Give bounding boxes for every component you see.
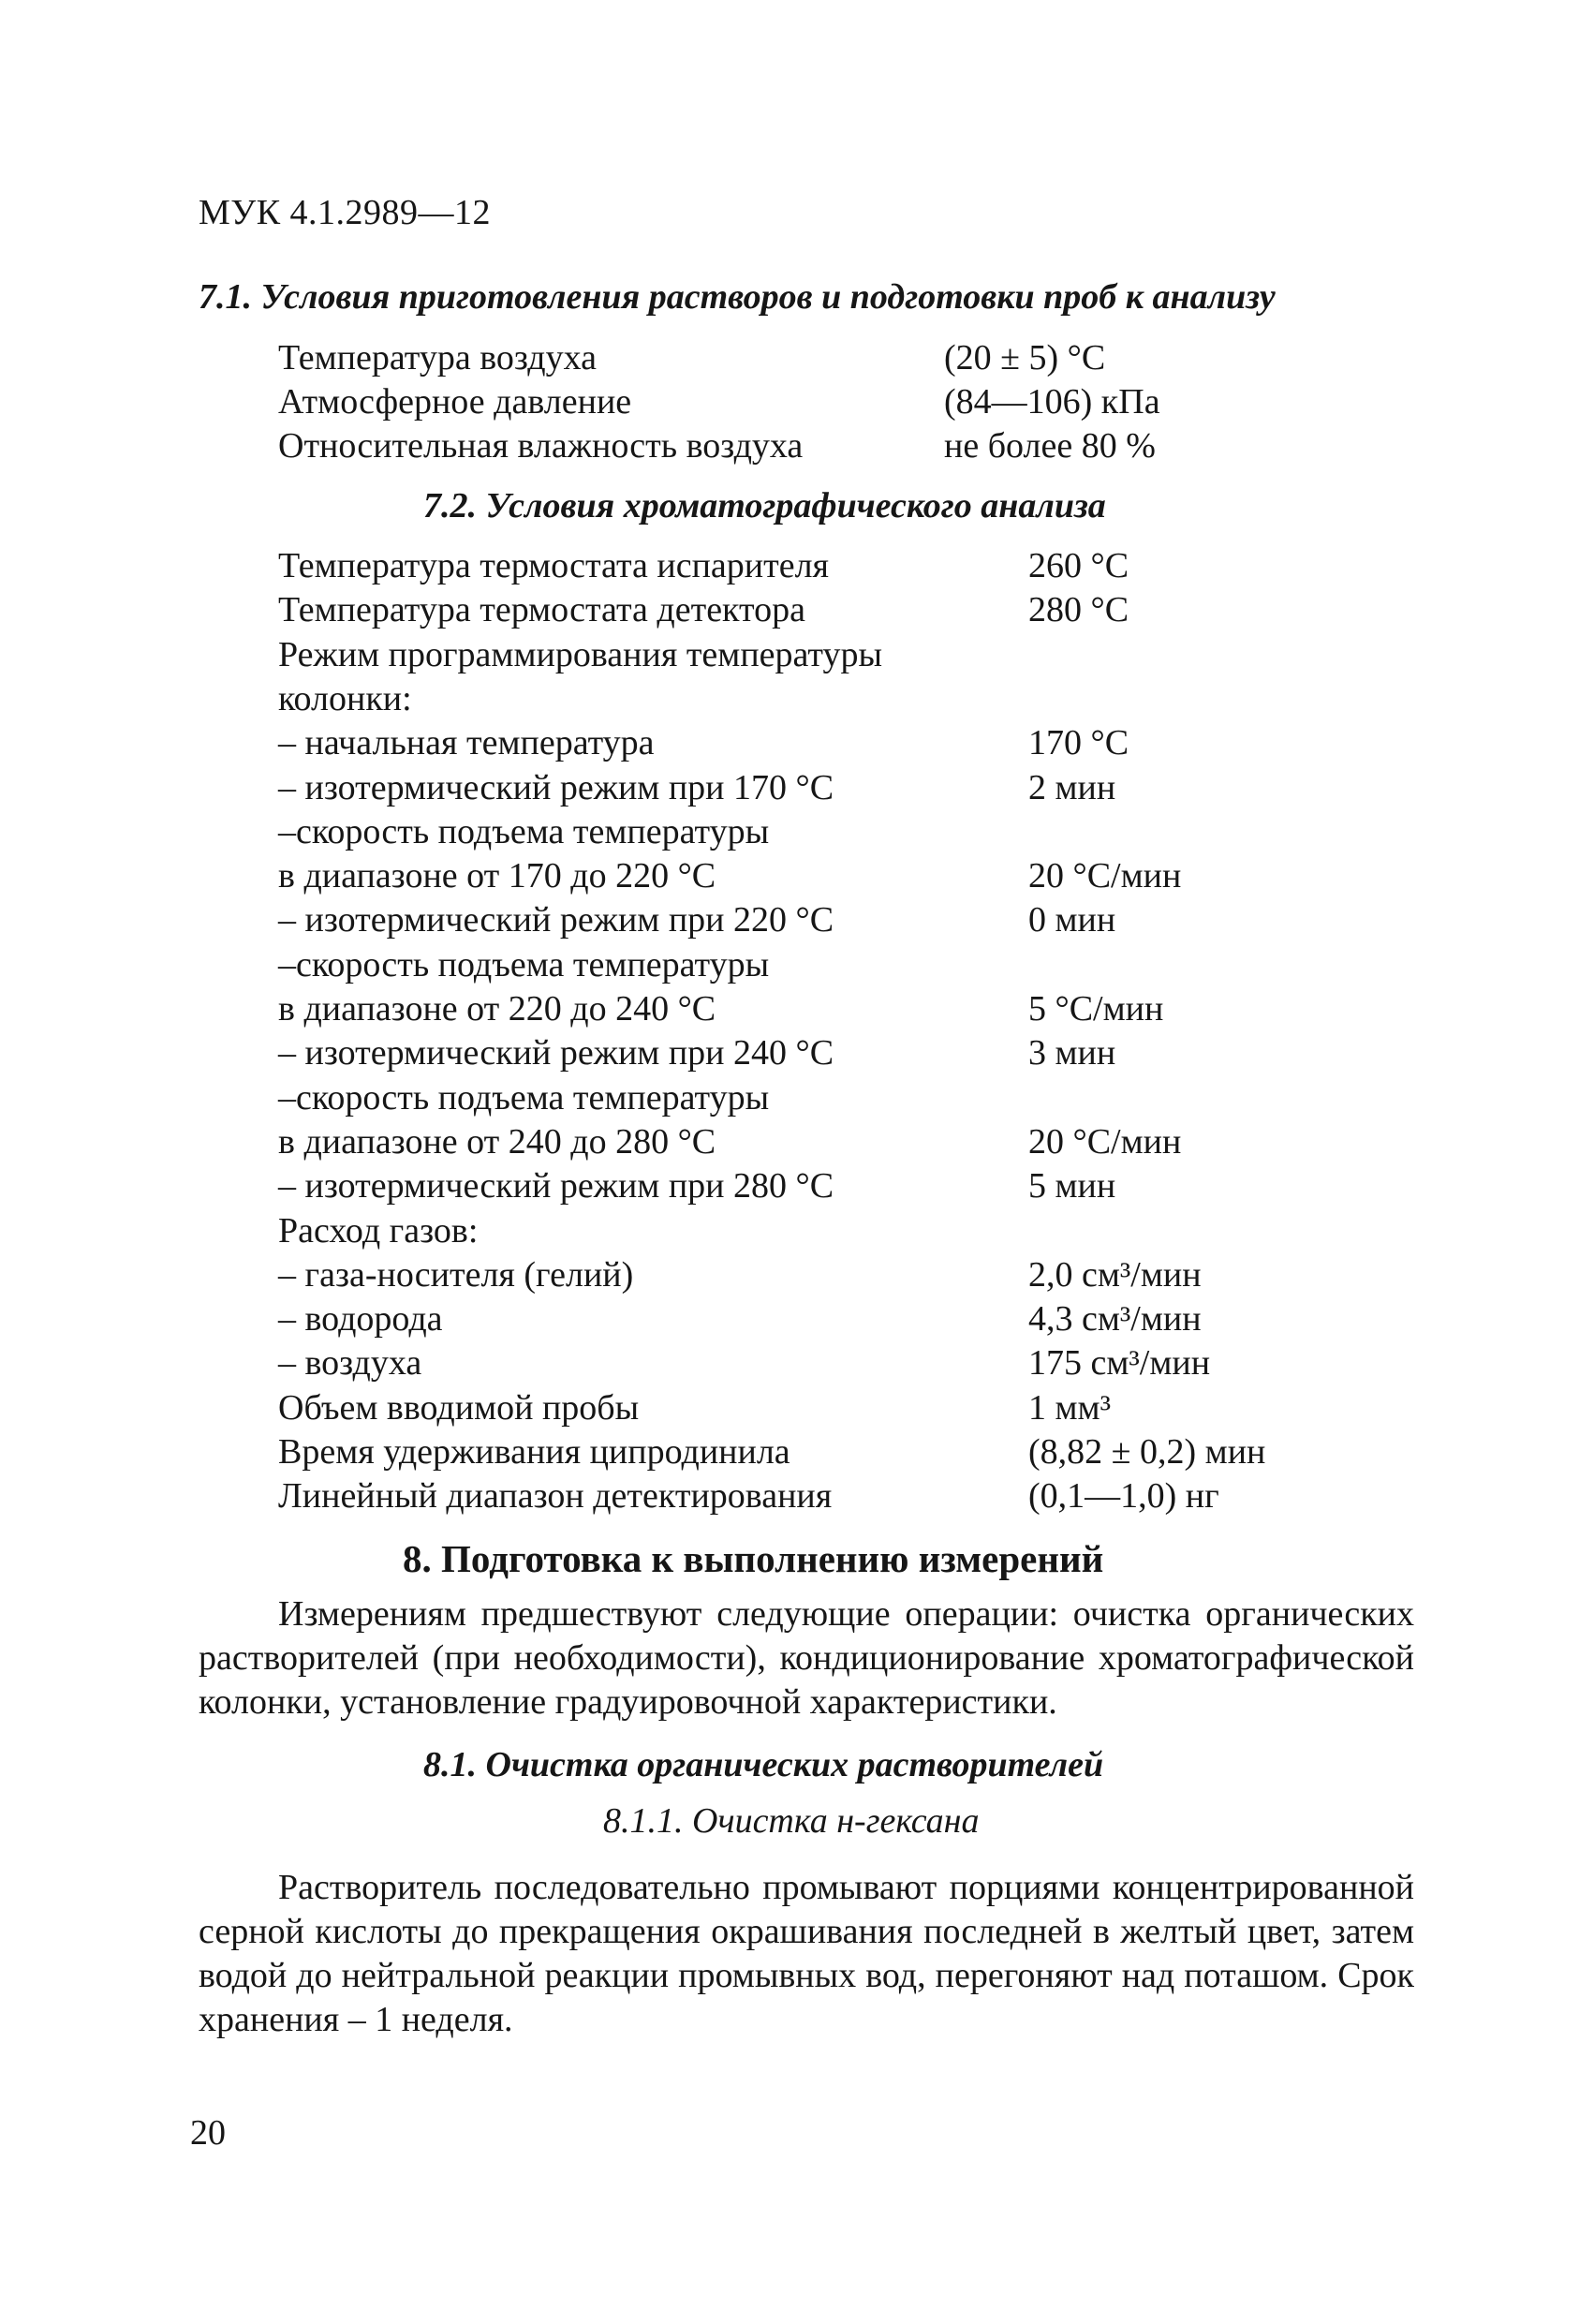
section-7-1-title: 7.1. Условия приготовления растворов и подготовки проб к анализу [199, 277, 1276, 317]
parameter-label: Режим программирования температуры [278, 634, 883, 674]
parameter-label: –скорость подъема температуры [278, 1077, 770, 1118]
parameter-label: – воздуха [278, 1343, 422, 1384]
condition-label: Атмосферное давление [278, 382, 632, 422]
parameter-value: 2,0 см³/мин [1028, 1254, 1202, 1295]
parameter-label: – изотермический режим при 240 °С [278, 1033, 834, 1073]
section-8-paragraph [199, 1592, 1414, 1724]
parameter-value: 0 мин [1028, 900, 1116, 940]
parameter-label: – изотермический режим при 280 °С [278, 1166, 834, 1206]
section-8-1-1-paragraph [199, 1866, 1414, 2042]
parameter-label: в диапазоне от 170 до 220 °С [278, 856, 716, 896]
condition-value: (84—106) кПа [944, 382, 1160, 422]
section-8-1-1-title: 8.1.1. Очистка н-гексана [603, 1801, 980, 1841]
parameter-label: – начальная температура [278, 723, 655, 763]
parameter-label: – водорода [278, 1299, 443, 1340]
parameter-value: 5 мин [1028, 1166, 1116, 1206]
parameter-label: Температура термостата детектора [278, 590, 805, 630]
parameter-label: Расход газов: [278, 1210, 479, 1251]
parameter-value: 170 °С [1028, 723, 1129, 763]
parameter-label: Температура термостата испарителя [278, 546, 830, 585]
parameter-label: –скорость подъема температуры [278, 811, 770, 851]
parameter-label: Объем вводимой пробы [278, 1387, 640, 1428]
parameter-value: 1 мм³ [1028, 1387, 1111, 1428]
condition-label: Относительная влажность воздуха [278, 426, 804, 466]
section-8-1-title: 8.1. Очистка органических растворителей [423, 1745, 1104, 1784]
page-number: 20 [190, 2113, 226, 2153]
condition-value: не более 80 % [944, 426, 1156, 466]
parameter-label: – изотермический режим при 170 °С [278, 767, 834, 807]
parameter-label: – газа-носителя (гелий) [278, 1254, 634, 1295]
parameter-label: Линейный диапазон детектирования [278, 1476, 833, 1517]
parameter-label: в диапазоне от 240 до 280 °С [278, 1121, 716, 1162]
parameter-value: (0,1—1,0) нг [1028, 1476, 1219, 1517]
parameter-label: – изотермический режим при 220 °С [278, 900, 834, 940]
section-8-text: Измерениям предшествуют следующие операции: очистка органических растворителей (при необходимости), кондиционирование хроматографической колонки, установление градуировочной характеристики. [199, 1594, 1414, 1722]
condition-value: (20 ± 5) °С [944, 338, 1106, 377]
parameter-value: (8,82 ± 0,2) мин [1028, 1432, 1266, 1472]
condition-label: Температура воздуха [278, 338, 597, 377]
parameter-value: 20 °С/мин [1028, 1121, 1182, 1162]
parameter-label: колонки: [278, 678, 412, 718]
parameter-value: 260 °С [1028, 546, 1129, 585]
document-code: МУК 4.1.2989—12 [199, 193, 492, 232]
parameter-value: 2 мин [1028, 767, 1116, 807]
parameter-value: 5 °С/мин [1028, 989, 1164, 1029]
parameter-value: 280 °С [1028, 590, 1129, 630]
parameter-value: 4,3 см³/мин [1028, 1299, 1202, 1340]
parameter-value: 175 см³/мин [1028, 1343, 1211, 1384]
parameter-value: 20 °С/мин [1028, 856, 1182, 896]
parameter-label: Время удерживания ципродинила [278, 1432, 790, 1472]
section-7-2-title: 7.2. Условия хроматографического анализа [423, 486, 1106, 525]
section-8-title: 8. Подготовка к выполнению измерений [403, 1537, 1104, 1580]
parameter-value: 3 мин [1028, 1033, 1116, 1073]
parameter-label: –скорость подъема температуры [278, 944, 770, 984]
parameter-label: в диапазоне от 220 до 240 °С [278, 989, 716, 1029]
section-8-1-1-text: Растворитель последовательно промывают порциями концентрированной серной кислоты до прекращения окрашивания последней в желтый цвет, затем водой до нейтральной реакции промывных вод, перегоняют над поташом. Срок хранения – 1 неделя. [199, 1868, 1414, 2039]
